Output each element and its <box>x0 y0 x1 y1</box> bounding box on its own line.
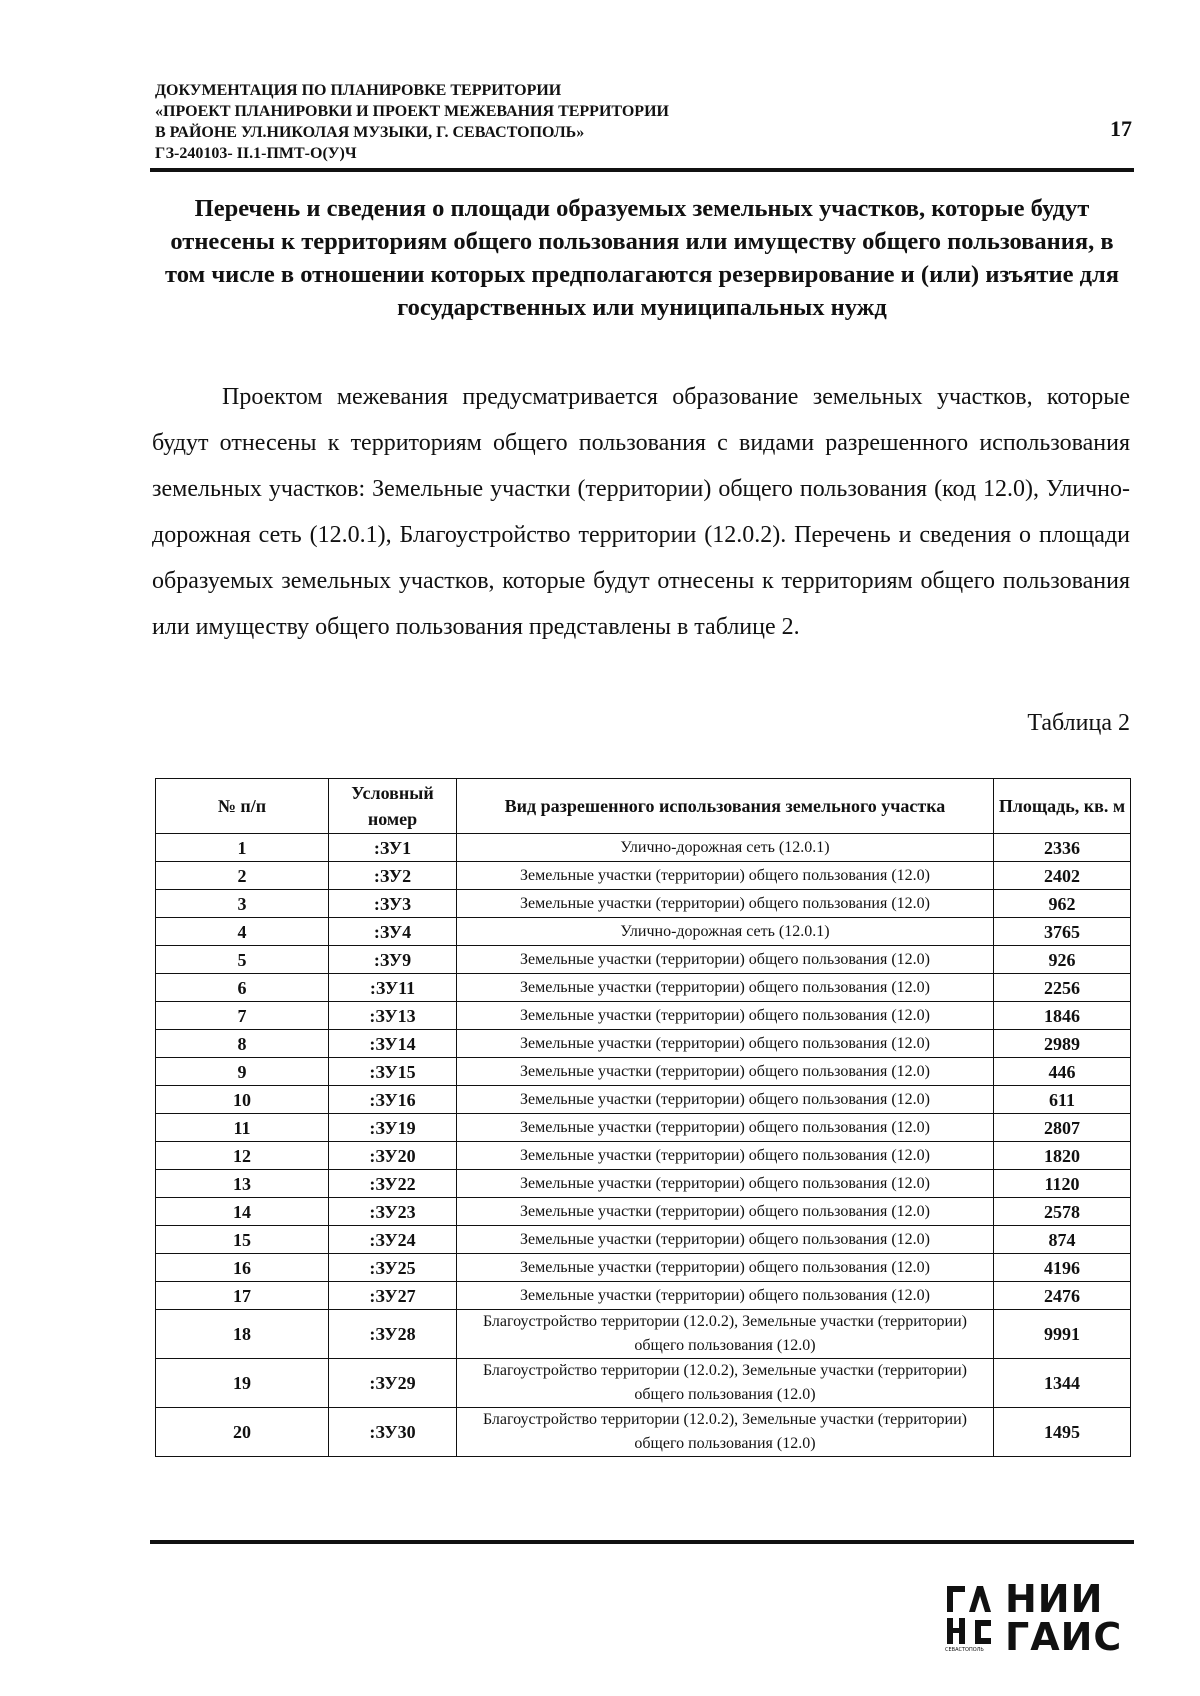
row-use-type-cell: Благоустройство территории (12.0.2), Земельные участки (территории) общего пользования (12.0) <box>457 1310 994 1359</box>
row-code-cell: :ЗУ25 <box>328 1254 456 1282</box>
row-code-cell: :ЗУ4 <box>328 918 456 946</box>
row-area-cell: 2807 <box>993 1114 1130 1142</box>
document-header <box>155 80 1135 164</box>
company-logo <box>945 1577 1135 1660</box>
row-code-cell: :ЗУ14 <box>328 1030 456 1058</box>
row-code-cell: :ЗУ20 <box>328 1142 456 1170</box>
row-use-type-cell: Благоустройство территории (12.0.2), Земельные участки (территории) общего пользования (12.0) <box>457 1359 994 1408</box>
row-index-cell: 6 <box>156 974 329 1002</box>
row-index-cell: 17 <box>156 1282 329 1310</box>
row-code-cell: :ЗУ15 <box>328 1058 456 1086</box>
body-paragraph: Проектом межевания предусматривается образование земельных участков, которые будут отнесены к территориям общего пользования с видами разрешенного использования земельных участков: Земельные участки (территории) общего пользования (код 12.0), Улично-дорожная сеть (12.0.1), Благоустройство территории (12.0.2). Перечень и сведения о площади образуемых земельных участков, которые будут отнесены к территориям общего пользования или имуществу общего пользования представлены в таблице 2. <box>152 384 1130 640</box>
table-row <box>156 1226 1131 1254</box>
header-line: ДОКУМЕНТАЦИЯ ПО ПЛАНИРОВКЕ ТЕРРИТОРИИ <box>155 82 562 99</box>
row-area-cell: 611 <box>993 1086 1130 1114</box>
row-area-cell: 2989 <box>993 1030 1130 1058</box>
row-area-cell: 874 <box>993 1226 1130 1254</box>
table-caption: Таблица 2 <box>1027 710 1130 736</box>
row-use-type-cell: Земельные участки (территории) общего пользования (12.0) <box>457 1282 994 1310</box>
row-use-type-cell: Земельные участки (территории) общего пользования (12.0) <box>457 946 994 974</box>
header-line: «ПРОЕКТ ПЛАНИРОВКИ И ПРОЕКТ МЕЖЕВАНИЯ ТЕРРИТОРИИ <box>155 103 669 120</box>
row-area-cell: 446 <box>993 1058 1130 1086</box>
row-area-cell: 1344 <box>993 1359 1130 1408</box>
row-index-cell: 1 <box>156 834 329 862</box>
table-header-row <box>156 779 1131 834</box>
table-row <box>156 974 1131 1002</box>
row-area-cell: 2256 <box>993 974 1130 1002</box>
row-use-type-cell: Улично-дорожная сеть (12.0.1) <box>457 834 994 862</box>
table-row <box>156 862 1131 890</box>
row-code-cell: :ЗУ11 <box>328 974 456 1002</box>
logo-caption: СЕВАСТОПОЛЬ <box>945 1647 984 1652</box>
row-index-cell: 3 <box>156 890 329 918</box>
row-use-type-cell: Земельные участки (территории) общего пользования (12.0) <box>457 1198 994 1226</box>
column-header-index: № п/п <box>156 779 329 834</box>
row-code-cell: :ЗУ2 <box>328 862 456 890</box>
row-area-cell: 1820 <box>993 1142 1130 1170</box>
row-use-type-cell: Земельные участки (территории) общего пользования (12.0) <box>457 1114 994 1142</box>
row-area-cell: 2402 <box>993 862 1130 890</box>
row-use-type-cell: Земельные участки (территории) общего пользования (12.0) <box>457 1086 994 1114</box>
row-area-cell: 962 <box>993 890 1130 918</box>
table-row <box>156 890 1131 918</box>
table-row <box>156 1310 1131 1359</box>
logo-text-line: НИИ <box>1005 1577 1104 1621</box>
row-use-type-cell: Земельные участки (территории) общего пользования (12.0) <box>457 890 994 918</box>
row-code-cell: :ЗУ27 <box>328 1282 456 1310</box>
logo-mark-icon <box>945 1582 997 1652</box>
table-row <box>156 1142 1131 1170</box>
table-row <box>156 1282 1131 1310</box>
row-use-type-cell: Благоустройство территории (12.0.2), Земельные участки (территории) общего пользования (12.0) <box>457 1408 994 1457</box>
table-row <box>156 1254 1131 1282</box>
column-header-area: Площадь, кв. м <box>993 779 1130 834</box>
row-index-cell: 18 <box>156 1310 329 1359</box>
logo-text <box>1005 1577 1123 1659</box>
row-use-type-cell: Земельные участки (территории) общего пользования (12.0) <box>457 1254 994 1282</box>
row-index-cell: 19 <box>156 1359 329 1408</box>
row-index-cell: 15 <box>156 1226 329 1254</box>
row-area-cell: 926 <box>993 946 1130 974</box>
table-row <box>156 1359 1131 1408</box>
footer-divider <box>150 1540 1134 1544</box>
row-index-cell: 16 <box>156 1254 329 1282</box>
row-code-cell: :ЗУ1 <box>328 834 456 862</box>
row-use-type-cell: Земельные участки (территории) общего пользования (12.0) <box>457 974 994 1002</box>
row-index-cell: 11 <box>156 1114 329 1142</box>
table-row <box>156 1002 1131 1030</box>
table-row <box>156 918 1131 946</box>
row-index-cell: 10 <box>156 1086 329 1114</box>
row-index-cell: 5 <box>156 946 329 974</box>
row-area-cell: 1120 <box>993 1170 1130 1198</box>
row-code-cell: :ЗУ19 <box>328 1114 456 1142</box>
row-use-type-cell: Улично-дорожная сеть (12.0.1) <box>457 918 994 946</box>
row-code-cell: :ЗУ9 <box>328 946 456 974</box>
row-area-cell: 3765 <box>993 918 1130 946</box>
row-code-cell: :ЗУ22 <box>328 1170 456 1198</box>
row-index-cell: 12 <box>156 1142 329 1170</box>
header-divider <box>150 168 1134 172</box>
row-area-cell: 2476 <box>993 1282 1130 1310</box>
table-body <box>156 834 1131 1457</box>
row-index-cell: 4 <box>156 918 329 946</box>
page-number: 17 <box>1110 116 1132 141</box>
table-row <box>156 1030 1131 1058</box>
table-row <box>156 1058 1131 1086</box>
row-area-cell: 1846 <box>993 1002 1130 1030</box>
row-index-cell: 14 <box>156 1198 329 1226</box>
row-code-cell: :ЗУ3 <box>328 890 456 918</box>
row-code-cell: :ЗУ29 <box>328 1359 456 1408</box>
row-index-cell: 8 <box>156 1030 329 1058</box>
row-use-type-cell: Земельные участки (территории) общего пользования (12.0) <box>457 1170 994 1198</box>
table-row <box>156 1114 1131 1142</box>
row-area-cell: 1495 <box>993 1408 1130 1457</box>
row-index-cell: 7 <box>156 1002 329 1030</box>
column-header-code: Условный номер <box>328 779 456 834</box>
row-index-cell: 20 <box>156 1408 329 1457</box>
row-code-cell: :ЗУ23 <box>328 1198 456 1226</box>
column-header-use-type: Вид разрешенного использования земельного участка <box>457 779 994 834</box>
table-row <box>156 1198 1131 1226</box>
row-area-cell: 9991 <box>993 1310 1130 1359</box>
row-code-cell: :ЗУ28 <box>328 1310 456 1359</box>
table-row <box>156 1408 1131 1457</box>
logo-text-line: ГАИС <box>1005 1615 1123 1659</box>
row-code-cell: :ЗУ13 <box>328 1002 456 1030</box>
table-row <box>156 1086 1131 1114</box>
row-area-cell: 4196 <box>993 1254 1130 1282</box>
row-code-cell: :ЗУ16 <box>328 1086 456 1114</box>
row-use-type-cell: Земельные участки (территории) общего пользования (12.0) <box>457 862 994 890</box>
table-row <box>156 1170 1131 1198</box>
table-row <box>156 946 1131 974</box>
row-use-type-cell: Земельные участки (территории) общего пользования (12.0) <box>457 1226 994 1254</box>
row-use-type-cell: Земельные участки (территории) общего пользования (12.0) <box>457 1142 994 1170</box>
row-use-type-cell: Земельные участки (территории) общего пользования (12.0) <box>457 1058 994 1086</box>
row-index-cell: 2 <box>156 862 329 890</box>
row-area-cell: 2336 <box>993 834 1130 862</box>
row-area-cell: 2578 <box>993 1198 1130 1226</box>
row-code-cell: :ЗУ24 <box>328 1226 456 1254</box>
row-index-cell: 9 <box>156 1058 329 1086</box>
header-line: В РАЙОНЕ УЛ.НИКОЛАЯ МУЗЫКИ, Г. СЕВАСТОПОЛЬ» <box>155 124 585 141</box>
table-row <box>156 834 1131 862</box>
header-line: ГЗ-240103- II.1-ПМТ-О(У)Ч <box>155 145 357 162</box>
row-index-cell: 13 <box>156 1170 329 1198</box>
row-use-type-cell: Земельные участки (территории) общего пользования (12.0) <box>457 1030 994 1058</box>
land-plots-table <box>155 778 1131 1457</box>
section-title: Перечень и сведения о площади образуемых земельных участков, которые будут отнесены к территориям общего пользования или имуществу общего пользования, в том числе в отношении которых предполагаются резервирование и (или) изъятие для государственных или муниципальных нужд <box>165 195 1119 321</box>
row-code-cell: :ЗУ30 <box>328 1408 456 1457</box>
row-use-type-cell: Земельные участки (территории) общего пользования (12.0) <box>457 1002 994 1030</box>
